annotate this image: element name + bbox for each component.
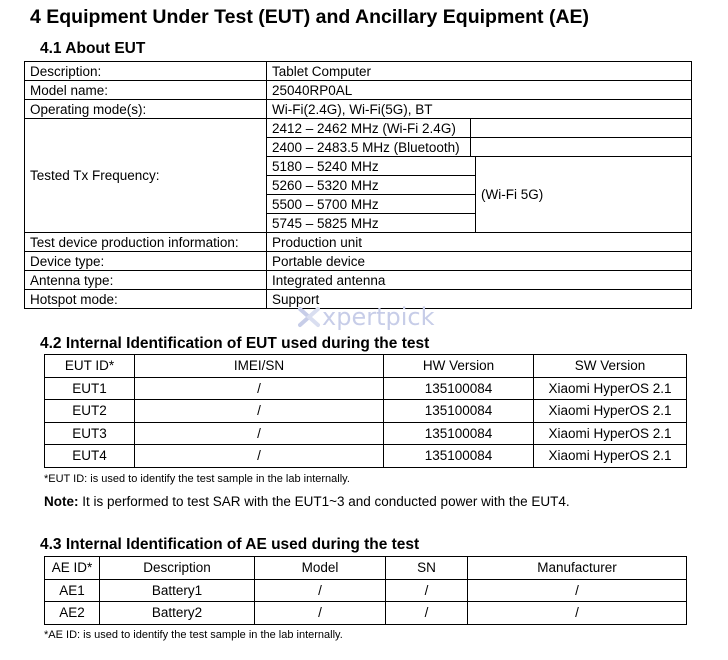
eut-id-cell: EUT3 (45, 422, 135, 445)
freq-bt (267, 138, 692, 157)
freq-band-3: 5500 – 5700 MHz (267, 195, 476, 214)
col-imei: IMEI/SN (135, 355, 384, 378)
ae-id-cell: AE1 (45, 579, 100, 602)
eut-note (44, 494, 570, 509)
eut-id-table (44, 354, 687, 468)
col-eut-id: EUT ID* (45, 355, 135, 378)
antenna-value: Integrated antenna (267, 271, 692, 290)
table-row (25, 271, 692, 290)
freq-band-1: 5180 – 5240 MHz (267, 157, 476, 176)
model-label: Model name: (25, 81, 267, 100)
modes-label: Operating mode(s): (25, 100, 267, 119)
eut-id-cell: EUT2 (45, 400, 135, 423)
modes-value: Wi-Fi(2.4G), Wi-Fi(5G), BT (267, 100, 692, 119)
table-header-row (45, 557, 687, 580)
col-sw: SW Version (534, 355, 687, 378)
freq-wifi5-label: (Wi-Fi 5G) (476, 157, 692, 233)
description-label: Description: (25, 62, 267, 81)
ae-sn-cell: / (386, 602, 468, 625)
description-value: Tablet Computer (267, 62, 692, 81)
col-description: Description (100, 557, 255, 580)
ae-sn-cell: / (386, 579, 468, 602)
freq-label: Tested Tx Frequency: (25, 119, 267, 233)
imei-cell: / (135, 400, 384, 423)
table-row (45, 400, 687, 423)
hotspot-value: Support (267, 290, 692, 309)
sw-cell: Xiaomi HyperOS 2.1 (534, 400, 687, 423)
table-row (25, 81, 692, 100)
sw-cell: Xiaomi HyperOS 2.1 (534, 422, 687, 445)
section-4-2-title: 4.2 Internal Identification of EUT used during the test (40, 335, 430, 352)
freq-band-2: 5260 – 5320 MHz (267, 176, 476, 195)
ae-description-cell: Battery1 (100, 579, 255, 602)
note-text: It is performed to test SAR with the EUT1~3 and conducted power with the EUT4. (78, 494, 570, 509)
table-row (25, 119, 692, 138)
table-header-row (45, 355, 687, 378)
ae-model-cell: / (255, 579, 386, 602)
table-row (45, 445, 687, 468)
sw-cell: Xiaomi HyperOS 2.1 (534, 377, 687, 400)
note-label: Note: (44, 494, 79, 509)
hw-cell: 135100084 (384, 422, 534, 445)
ae-description-cell: Battery2 (100, 602, 255, 625)
section-4-1-title: 4.1 About EUT (40, 40, 146, 57)
xpertpick-logo-icon (298, 306, 320, 328)
freq-bt-text: 2400 – 2483.5 MHz (Bluetooth) (272, 138, 471, 157)
ae-manufacturer-cell: / (468, 602, 687, 625)
table-row (25, 252, 692, 271)
table-row (45, 602, 687, 625)
watermark-text: xpertpick (322, 303, 435, 331)
model-value: 25040RP0AL (267, 81, 692, 100)
imei-cell: / (135, 422, 384, 445)
table-row (25, 62, 692, 81)
about-eut-table (24, 61, 692, 309)
col-sn: SN (386, 557, 468, 580)
table-row (45, 422, 687, 445)
table-row (45, 377, 687, 400)
devtype-value: Portable device (267, 252, 692, 271)
ae-id-table (44, 556, 687, 625)
hw-cell: 135100084 (384, 377, 534, 400)
table-row (45, 579, 687, 602)
prod-value: Production unit (267, 233, 692, 252)
eut-footnote: *EUT ID: is used to identify the test sample in the lab internally. (44, 473, 350, 485)
ae-model-cell: / (255, 602, 386, 625)
col-model: Model (255, 557, 386, 580)
freq-band-4: 5745 – 5825 MHz (267, 214, 476, 233)
col-manufacturer: Manufacturer (468, 557, 687, 580)
eut-id-cell: EUT4 (45, 445, 135, 468)
table-row (25, 100, 692, 119)
section-4-3-title: 4.3 Internal Identification of AE used during the test (40, 536, 420, 553)
table-row (25, 233, 692, 252)
ae-id-cell: AE2 (45, 602, 100, 625)
antenna-label: Antenna type: (25, 271, 267, 290)
ae-footnote: *AE ID: is used to identify the test sample in the lab internally. (44, 629, 343, 641)
eut-id-cell: EUT1 (45, 377, 135, 400)
devtype-label: Device type: (25, 252, 267, 271)
prod-label: Test device production information: (25, 233, 267, 252)
freq-wifi24 (267, 119, 692, 138)
col-ae-id: AE ID* (45, 557, 100, 580)
col-hw: HW Version (384, 355, 534, 378)
hw-cell: 135100084 (384, 445, 534, 468)
hotspot-label: Hotspot mode: (25, 290, 267, 309)
sw-cell: Xiaomi HyperOS 2.1 (534, 445, 687, 468)
freq-wifi24-text: 2412 – 2462 MHz (Wi-Fi 2.4G) (272, 119, 471, 138)
page-heading: 4 Equipment Under Test (EUT) and Ancillary Equipment (AE) (30, 6, 590, 28)
imei-cell: / (135, 445, 384, 468)
ae-manufacturer-cell: / (468, 579, 687, 602)
imei-cell: / (135, 377, 384, 400)
hw-cell: 135100084 (384, 400, 534, 423)
watermark (298, 303, 434, 331)
